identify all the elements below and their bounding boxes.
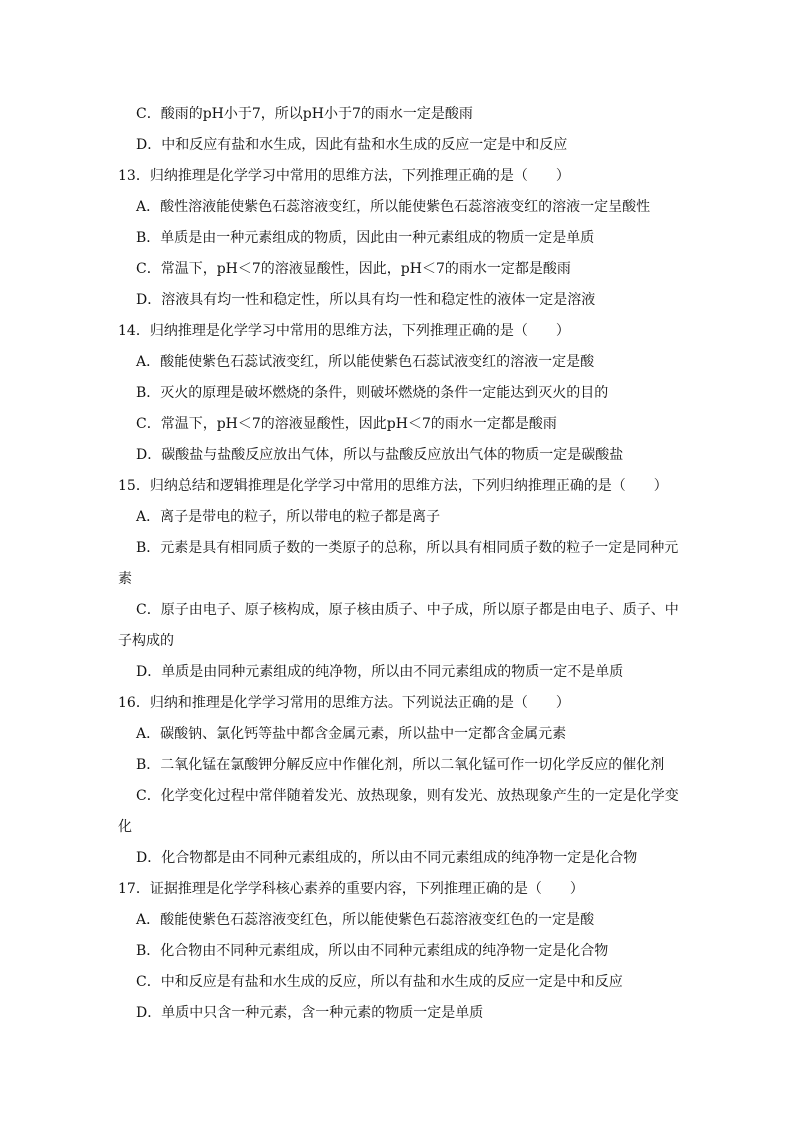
q16-option-b: B．二氧化锰在氯酸钾分解反应中作催化剂，所以二氧化锰可作一切化学反应的催化剂: [136, 757, 665, 773]
question-13: 13．归纳推理是化学学习中常用的思维方法，下列推理正确的是（ ）: [118, 168, 570, 184]
question-14: 14．归纳推理是化学学习中常用的思维方法，下列推理正确的是（ ）: [118, 323, 570, 339]
q16-option-d: D．化合物都是由不同种元素组成的，所以由不同元素组成的纯净物一定是化合物: [136, 850, 638, 866]
q17-option-d: D．单质中只含一种元素，含一种元素的物质一定是单质: [136, 1005, 484, 1021]
q15-option-c: C．原子由电子、原子核构成，原子核由质子、中子成，所以原子都是由电子、质子、中: [136, 602, 679, 618]
q16-option-c: C．化学变化过程中常伴随着发光、放热现象，则有发光、放热现象产生的一定是化学变: [136, 788, 679, 804]
q17-option-c: C．中和反应是有盐和水生成的反应，所以有盐和水生成的反应一定是中和反应: [136, 974, 623, 990]
question-17: 17．证据推理是化学学科核心素养的重要内容，下列推理正确的是（ ）: [118, 881, 584, 897]
q12-option-c: C．酸雨的pH小于7，所以pH小于7的雨水一定是酸雨: [136, 106, 473, 122]
q15-option-b: B．元素是具有相同质子数的一类原子的总称，所以具有相同质子数的粒子一定是同种元: [136, 540, 679, 556]
q13-option-c: C．常温下，pH＜7的溶液显酸性，因此，pH＜7的雨水一定都是酸雨: [136, 261, 571, 277]
q16-option-a: A．碳酸钠、氯化钙等盐中都含金属元素，所以盐中一定都含金属元素: [136, 726, 567, 742]
q13-option-b: B．单质是由一种元素组成的物质，因此由一种元素组成的物质一定是单质: [136, 230, 595, 246]
q15-option-d: D．单质是由同种元素组成的纯净物，所以由不同元素组成的物质一定不是单质: [136, 664, 624, 680]
q13-option-d: D．溶液具有均一性和稳定性，所以具有均一性和稳定性的液体一定是溶液: [136, 292, 596, 308]
q13-option-a: A．酸性溶液能使紫色石蕊溶液变红，所以能使紫色石蕊溶液变红的溶液一定呈酸性: [136, 199, 651, 215]
q15-option-c-continuation: 子构成的: [118, 633, 174, 649]
question-16: 16．归纳和推理是化学学习常用的思维方法。下列说法正确的是（ ）: [118, 695, 570, 711]
q16-option-c-continuation: 化: [118, 819, 132, 835]
q14-option-a: A．酸能使紫色石蕊试液变红，所以能使紫色石蕊试液变红的溶液一定是酸: [136, 354, 595, 370]
q15-option-b-continuation: 素: [118, 571, 132, 587]
question-15: 15．归纳总结和逻辑推理是化学学习中常用的思维方法，下列归纳推理正确的是（ ）: [118, 478, 668, 494]
q14-option-b: B．灭火的原理是破坏燃烧的条件，则破坏燃烧的条件一定能达到灭火的目的: [136, 385, 609, 401]
q17-option-a: A．酸能使紫色石蕊溶液变红色，所以能使紫色石蕊溶液变红色的一定是酸: [136, 912, 595, 928]
q14-option-d: D．碳酸盐与盐酸反应放出气体，所以与盐酸反应放出气体的物质一定是碳酸盐: [136, 447, 624, 463]
q12-option-d: D．中和反应有盐和水生成，因此有盐和水生成的反应一定是中和反应: [136, 137, 568, 153]
q17-option-b: B．化合物由不同种元素组成，所以由不同种元素组成的纯净物一定是化合物: [136, 943, 609, 959]
q14-option-c: C．常温下，pH＜7的溶液显酸性，因此pH＜7的雨水一定都是酸雨: [136, 416, 557, 432]
q15-option-a: A．离子是带电的粒子，所以带电的粒子都是离子: [136, 509, 441, 525]
